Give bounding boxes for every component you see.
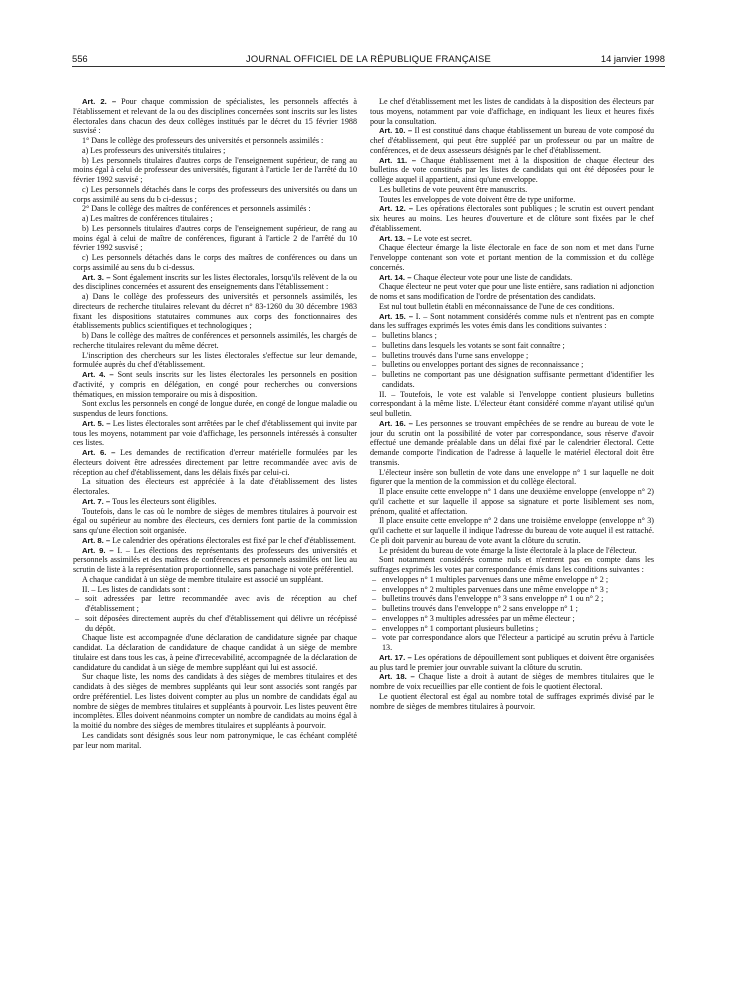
article-text: Les personnes se trouvant empêchées de se rendre au bureau de vote le jour du scrutin ont la possibilité de voter par correspondance, sous réserve d'avoir effectué une demande préalable dans un délai fixé par le calendrier électoral. Cette demande comporte l'indication de l'adresse à laquelle le matériel électoral doit être transmis. — [370, 418, 654, 467]
journal-title: JOURNAL OFFICIEL DE LA RÉPUBLIQUE FRANÇAISE — [246, 53, 491, 64]
article-label: Art. 14. – — [379, 272, 412, 282]
right-column — [370, 97, 654, 962]
body-paragraph: Chaque électeur émarge la liste électorale en face de son nom et met dans l'urne l'enveloppe contenant son vote et portant mention de la commission et du collège concernés. — [370, 243, 654, 272]
article-paragraph — [73, 419, 357, 448]
list-item: – soit déposées directement auprès du chef d'établissement qui délivre un récépissé du dépôt. — [73, 614, 357, 634]
body-paragraph: Sont notamment considérés comme nuls et n'entrent pas en compte dans les suffrages exprimés les votes par correspondance émis dans les conditions suivantes : — [370, 555, 654, 574]
article-label: Art. 10. – — [379, 126, 413, 136]
body-paragraph: Sur chaque liste, les noms des candidats à des sièges de membres titulaires et des candidats à des sièges de membres suppléants qui leur sont associés sont rangés par ordre préférentiel. Les listes doivent compter au plus un nombre de candidats égal au nombre de sièges de membres titulaires et suppléants à pourvoir. Les listes peuvent être incomplètes. Elles doivent néanmoins compter un nombre de candidats au moins égal à la moitié du nombre des sièges de membres titulaires et suppléants à pourvoir. — [73, 672, 357, 730]
article-text: Chaque électeur vote pour une liste de candidats. — [413, 272, 573, 282]
article-text: Sont seuls inscrits sur les listes électorales les personnels en position d'activité, y compris en délégation, en congé pour recherches ou conversions thématiques, en mission temporaire ou mis à disposition. — [73, 370, 357, 399]
article-label: Art. 2. – — [82, 97, 117, 106]
body-paragraph: b) Les personnels titulaires d'autres corps de l'enseignement supérieur, de rang au moins égal à celui de maître de conférences, figurant à l'article 2 de l'arrêté du 10 février 1992 susvisé ; — [73, 223, 357, 253]
article-paragraph — [370, 653, 654, 673]
article-paragraph — [370, 419, 654, 468]
publication-date: 14 janvier 1998 — [600, 53, 665, 64]
list-item: – bulletins trouvés dans l'urne sans enveloppe ; — [370, 351, 654, 361]
article-paragraph — [370, 234, 654, 244]
body-paragraph: Les bulletins de vote peuvent être manuscrits. — [379, 184, 528, 194]
article-label: Art. 7. – — [82, 496, 111, 506]
article-text: Tous les électeurs sont éligibles. — [112, 496, 217, 506]
list-item: – enveloppes n° 1 comportant plusieurs bulletins ; — [370, 624, 654, 634]
article-paragraph — [73, 97, 357, 136]
body-paragraph: Sont exclus les personnels en congé de longue durée, en congé de longue maladie ou suspendus de leurs fonctions. — [73, 399, 357, 418]
article-text: Pour chaque commission de spécialistes, les personnels affectés à l'établissement et relevant de la ou des disciplines concernées sont inscrits sur les listes électorales dans chacun des deux collèges institués par le décret du 15 février 1988 susvisé : — [73, 97, 357, 136]
body-paragraph: Est nul tout bulletin établi en méconnaissance de l'une de ces conditions. — [379, 301, 615, 311]
body-paragraph: a) Dans le collège des professeurs des universités et personnels assimilés, les directeurs de recherche titulaires relevant du décret n° 83-1260 du 30 décembre 1983 fixant les dispositions statutaires communes aux corps des fonctionnaires des établissements publics scientifiques et technologiques ; — [73, 292, 357, 331]
body-paragraph: Les candidats sont désignés sous leur nom patronymique, le cas échéant complété par leur nom marital. — [73, 730, 357, 750]
article-text: Les demandes de rectification d'erreur matérielle formulées par les électeurs doivent être adressées directement par lettre recommandée avec avis de réception au chef d'établissement, dans les délais fixés par celui-ci. — [73, 448, 357, 477]
body-paragraph: b) Dans le collège des maîtres de conférences et personnels assimilés, les chargés de recherche titulaires relevant du même décret. — [73, 331, 357, 350]
list-item: – enveloppes n° 3 multiples adressées par un même électeur ; — [370, 614, 654, 624]
article-label: Art. 5. – — [82, 418, 111, 428]
body-paragraph: L'inscription des chercheurs sur les listes électorales s'effectue sur leur demande, formulée auprès du chef d'établissement. — [73, 350, 357, 370]
list-item: – bulletins dans lesquels les votants se sont fait connaître ; — [370, 341, 654, 351]
article-paragraph — [370, 126, 654, 155]
article-label: Art. 11. – — [379, 155, 417, 165]
body-paragraph: La situation des électeurs est appréciée à la date d'établissement des listes électorales. — [73, 477, 357, 496]
header-rule — [72, 66, 665, 67]
list-item: – soit adressées par lettre recommandée avec avis de réception au chef d'établissement ; — [73, 594, 357, 614]
article-text: Il est constitué dans chaque établissement un bureau de vote composé du chef d'établissement, qui peut être suppléé par un professeur ou par un maître de conférences, et de deux assesseurs désignés par le chef d'établissement. — [370, 126, 654, 155]
article-text: Chaque établissement met à la disposition de chaque électeur des bulletins de vote constitués par les listes de candidats qui ont été déposées pour le collège auquel il appartient, ainsi qu'une enveloppe. — [370, 155, 654, 184]
body-paragraph: c) Les personnels détachés dans le corps des professeurs des universités ou dans un corps assimilé au sens du b ci-dessus ; — [73, 184, 357, 204]
article-paragraph — [370, 312, 654, 332]
article-paragraph — [73, 546, 357, 575]
body-paragraph: II. – Toutefois, le vote est valable si l'enveloppe contient plusieurs bulletins correspondant à la même liste. L'électeur étant considéré comme n'ayant utilisé qu'un seul bulletin. — [370, 389, 654, 418]
article-paragraph — [370, 672, 654, 692]
body-paragraph: A chaque candidat à un siège de membre titulaire est associé un suppléant. — [82, 574, 324, 584]
body-paragraph: Toutes les enveloppes de vote doivent être de type uniforme. — [379, 194, 576, 204]
list-item: – enveloppes n° 2 multiples parvenues dans une même enveloppe n° 3 ; — [370, 585, 654, 595]
article-paragraph — [370, 204, 654, 233]
body-paragraph: Il place ensuite cette enveloppe n° 2 dans une troisième enveloppe (enveloppe n° 3) qu'il cachette et sur laquelle il indique l'adresse du bureau de vote auquel il est rattaché. Ce pli doit parvenir au bureau de vote avant la clôture du scrutin. — [370, 516, 654, 545]
body-paragraph: Le président du bureau de vote émarge la liste électorale à la place de l'électeur. — [379, 545, 637, 555]
list-item: – enveloppes n° 1 multiples parvenues dans une même enveloppe n° 2 ; — [370, 575, 654, 585]
article-paragraph — [370, 156, 654, 185]
body-paragraph: b) Les personnels titulaires d'autres corps de l'enseignement supérieur, de rang au moins égal à celui de professeur des universités, figurant à l'article 1er de l'arrêté du 10 février 1992 susvisé ; — [73, 155, 357, 184]
body-paragraph: a) Les professeurs des universités titulaires ; — [82, 145, 226, 155]
article-label: Art. 15. – — [379, 311, 413, 321]
body-paragraph: Le chef d'établissement met les listes de candidats à la disposition des électeurs par tous moyens, notamment par voie d'affichage, en indiquant les lieux et heures fixés pour la consultation. — [370, 97, 654, 126]
body-paragraph: 2° Dans le collège des maîtres de conférences et personnels assimilés : — [82, 204, 311, 214]
list-item: – bulletins trouvés dans l'enveloppe n° 3 sans enveloppe n° 1 ou n° 2 ; — [370, 594, 654, 604]
article-label: Art. 17. – — [379, 652, 412, 662]
body-paragraph: II. – Les listes de candidats sont : — [82, 584, 190, 594]
article-label: Art. 13. – — [379, 233, 412, 243]
list-item: – bulletins ne comportant pas une désignation suffisante permettant d'identifier les candidats. — [370, 370, 654, 390]
list-item: – bulletins blancs ; — [370, 331, 654, 341]
list-item: – vote par correspondance alors que l'électeur a participé au scrutin prévu à l'article 13. — [370, 633, 654, 653]
body-paragraph: 1° Dans le collège des professeurs des universités et personnels assimilés : — [82, 136, 324, 145]
body-paragraph: L'électeur insère son bulletin de vote dans une enveloppe n° 1 sur laquelle ne doit figurer que la mention de la commission et du collège électoral. — [370, 467, 654, 487]
article-text: Chaque liste a droit à autant de sièges de membres titulaires que le nombre de voix recueillies par elle contient de fois le quotient électoral. — [370, 672, 654, 691]
article-label: Art. 12. – — [379, 204, 413, 214]
list-item: – bulletins trouvés dans l'enveloppe n° 2 sans enveloppe n° 1 ; — [370, 604, 654, 614]
page-header — [72, 53, 665, 67]
body-paragraph: Toutefois, dans le cas où le nombre de sièges de membres titulaires à pourvoir est égal ou supérieur au nombre des électeurs, ces derniers font partie de la commission sans qu'une élection soit organisée. — [73, 506, 357, 535]
article-text: Les listes électorales sont arrêtées par le chef d'établissement qui invite par tous les moyens, notamment par voie d'affichage, les personnels intéressés à consulter ces listes. — [73, 418, 357, 448]
article-text: Les opérations de dépouillement sont publiques et doivent être organisées au plus tard le premier jour ouvrable suivant la clôture du scrutin. — [370, 652, 654, 672]
body-paragraph: Le quotient électoral est égal au nombre total de suffrages exprimés divisé par le nombre de sièges de membres titulaires à pourvoir. — [370, 691, 654, 711]
article-text: Les opérations électorales sont publiques ; le scrutin est ouvert pendant six heures au moins. Les heures d'ouverture et de clôture sont fixées par le chef d'établissement. — [370, 204, 654, 233]
article-label: Art. 3. – — [82, 272, 111, 282]
article-text: Le calendrier des opérations électorales est fixé par le chef d'établissement. — [112, 535, 356, 545]
body-paragraph: Chaque électeur ne peut voter que pour une liste entière, sans radiation ni adjonction de noms et sans modification de l'ordre de présentation des candidats. — [370, 282, 654, 301]
body-paragraph: a) Les maîtres de conférences titulaires ; — [82, 214, 213, 223]
article-label: Art. 4. – — [82, 370, 114, 379]
body-paragraph: Chaque liste est accompagnée d'une déclaration de candidature signée par chaque candidat. La déclaration de candidature de chaque candidat à un siège de membre titulaire est dans tous les cas, à peine d'irrecevabilité, accompagnée de la déclaration de candidature du candidat à un siège de membre suppléant qui lui est associé. — [73, 633, 357, 672]
article-label: Art. 18. – — [379, 672, 415, 682]
article-paragraph — [73, 273, 357, 293]
left-column — [73, 97, 357, 962]
article-paragraph — [73, 448, 357, 477]
list-item: – bulletins ou enveloppes portant des signes de reconnaissance ; — [370, 360, 654, 370]
body-paragraph: Il place ensuite cette enveloppe n° 1 dans une deuxième enveloppe (enveloppe n° 2) qu'il cachette et sur laquelle il appose sa signature et porte lisiblement ses nom, prénom, qualité et affectation. — [370, 487, 654, 516]
article-label: Art. 6. – — [82, 448, 116, 457]
article-paragraph — [73, 497, 357, 507]
article-text: I. – Les élections des représentants des professeurs des universités et personnels assimilés et des maîtres de conférences et personnels assimilés ont lieu au scrutin de liste à la représentation proportionnelle, sans panachage ni vote préférentiel. — [73, 545, 357, 574]
article-label: Art. 16. – — [379, 418, 413, 428]
article-text: Sont également inscrits sur les listes électorales, lorsqu'ils relèvent de la ou des disciplines concernées et assurent des enseignements dans l'établissement : — [73, 272, 357, 292]
article-label: Art. 9. – — [82, 545, 114, 555]
body-paragraph: c) Les personnels détachés dans le corps des maîtres de conférences ou dans un corps assimilé au sens du b ci-dessus. — [73, 253, 357, 272]
article-paragraph — [73, 370, 357, 399]
article-text: I. – Sont notamment considérés comme nuls et n'entrent pas en compte dans les suffrages exprimés les votes émis dans les conditions suivantes : — [370, 311, 654, 331]
article-paragraph — [370, 273, 654, 283]
article-text: Le vote est secret. — [413, 233, 472, 243]
page-number: 556 — [72, 53, 88, 64]
article-label: Art. 8. – — [82, 535, 111, 545]
article-paragraph — [73, 536, 357, 546]
